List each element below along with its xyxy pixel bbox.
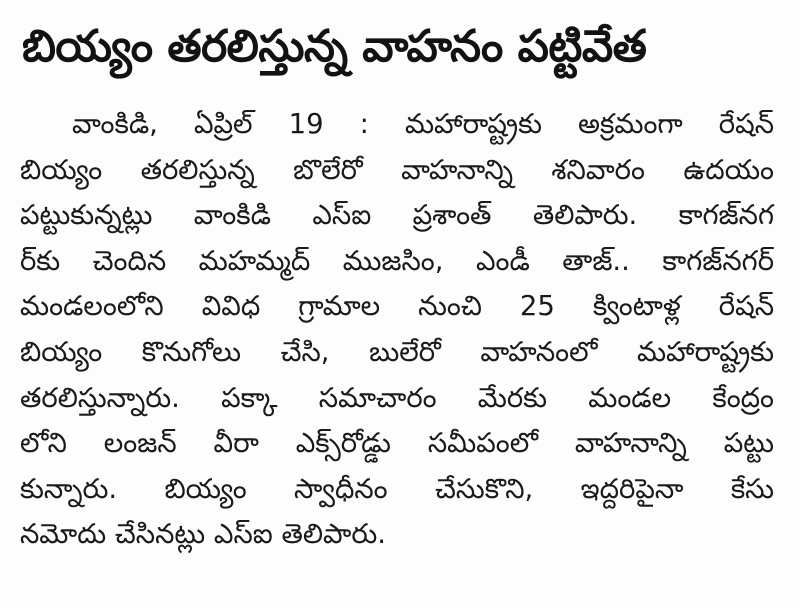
article-line: మండలంలోని వివిధ గ్రామాల నుంచి 25 క్వింటాళ్ల రేషన్ [20,290,774,323]
article-body [20,102,780,558]
article-line: కున్నారు. బియ్యం స్వాధీనం చేసుకొని, ఇద్దరిపైనా కేసు [20,472,774,505]
article-line: బియ్యం కొనుగోలు చేసి, బులేరో వాహనంలో మహారాష్ట్రకు [20,335,774,368]
article-headline: బియ్యం తరలిస్తున్న వాహనం పట్టివేత [22,21,647,72]
article-line: ర్‌కు చెందిన మహమ్మద్ ముజసిం, ఎండీ తాజ్.. కాగజ్‌నగర్ [20,244,774,277]
article-line: బియ్యం తరలిస్తున్న బొలేరో వాహనాన్ని శనివారం ఉదయం [20,153,774,186]
article-line: వాంకిడి, ఏప్రిల్ 19 : మహారాష్ట్రకు అక్రమంగా రేషన్ [72,108,774,140]
article-line: తరలిస్తున్నారు. పక్కా సమాచారం మేరకు మండల కేంద్రం [20,381,774,414]
article-line: నమోదు చేసినట్లు ఎస్ఐ తెలిపారు. [20,518,386,551]
article-line: పట్టుకున్నట్లు వాంకిడి ఎస్ఐ ప్రశాంత్ తెలిపారు. కాగజ్‌నగ [20,199,774,232]
article-line: లోని లంజన్ వీరా ఎక్స్‌రోడ్డు సమీపంలో వాహనాన్ని పట్టు [20,427,774,460]
